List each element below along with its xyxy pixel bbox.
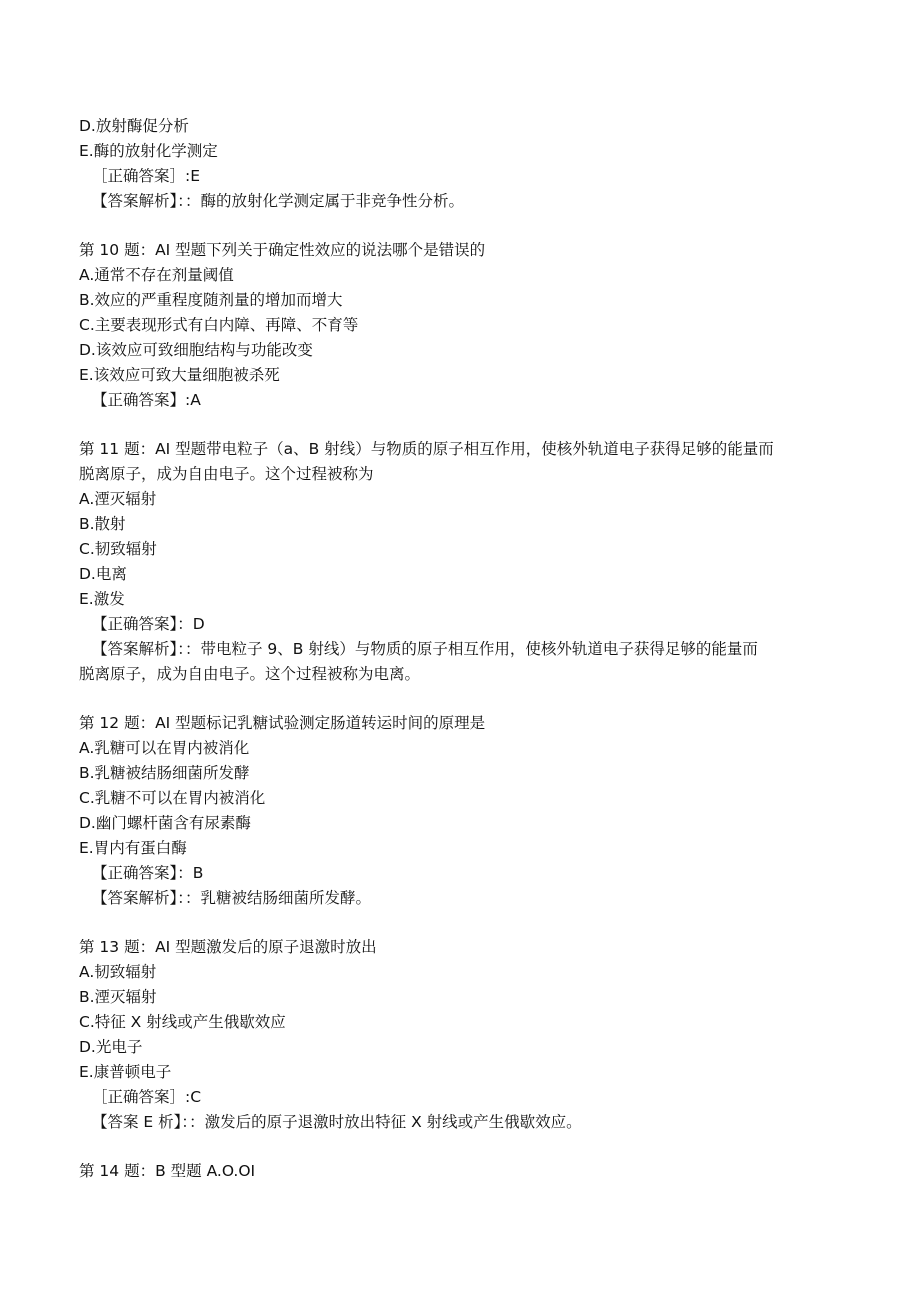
question-10-option-e: E.该效应可致大量细胞被杀死 [79, 366, 280, 384]
question-14-stem: 第 14 题：B 型题 A.O.OI [79, 1162, 256, 1180]
question-12-stem: 第 12 题：AI 型题标记乳糖试验测定肠道转运时间的原理是 [79, 714, 486, 732]
question-13-analysis: 【答案 E 析】：：激发后的原子退激时放出特征 X 射线或产生俄歇效应。 [92, 1113, 582, 1131]
answer-analysis: 【答案解析】：：酶的放射化学测定属于非竞争性分析。 [92, 192, 465, 210]
question-12-option-a: A.乳糖可以在胃内被消化 [79, 739, 250, 757]
question-13-stem: 第 13 题：AI 型题激发后的原子退激时放出 [79, 938, 377, 956]
question-11-answer: 【正确答案】：D [92, 615, 205, 633]
question-12-option-d: D.幽门螺杆菌含有尿素酶 [79, 814, 251, 832]
question-10-stem: 第 10 题：AI 型题下列关于确定性效应的说法哪个是错误的 [79, 241, 486, 259]
question-11-option-b: B.散射 [79, 515, 126, 533]
question-13-option-e: E.康普顿电子 [79, 1063, 172, 1081]
question-12-answer: 【正确答案】：B [92, 864, 204, 882]
question-11-option-e: E.激发 [79, 590, 125, 608]
question-11-analysis: 【答案解析】：：带电粒子 9、B 射线）与物质的原子相互作用，使核外轨道电子获得足够的能量而 [92, 640, 758, 658]
question-13-answer: ［正确答案］:C [92, 1088, 202, 1106]
option-e: E.酶的放射化学测定 [79, 142, 218, 160]
question-10-option-b: B.效应的严重程度随剂量的增加而增大 [79, 291, 343, 309]
question-12-option-e: E.胃内有蛋白酶 [79, 839, 187, 857]
question-12-option-b: B.乳糖被结肠细菌所发酵 [79, 764, 250, 782]
question-13-option-b: B.湮灭辐射 [79, 988, 157, 1006]
question-13-option-a: A.韧致辐射 [79, 963, 157, 981]
correct-answer: ［正确答案］:E [92, 167, 201, 185]
question-11-stem: 第 11 题：AI 型题带电粒子（a、B 射线）与物质的原子相互作用，使核外轨道电子获得足够的能量而 [79, 440, 774, 458]
question-11-option-a: A.湮灭辐射 [79, 490, 157, 508]
question-11-analysis-continued: 脱离原子，成为自由电子。这个过程被称为电离。 [79, 665, 421, 683]
question-13-option-c: C.特征 X 射线或产生俄歇效应 [79, 1013, 286, 1031]
question-13-option-d: D.光电子 [79, 1038, 143, 1056]
question-10-option-d: D.该效应可致细胞结构与功能改变 [79, 341, 313, 359]
question-11-stem-continued: 脱离原子，成为自由电子。这个过程被称为 [79, 465, 374, 483]
question-11-option-c: C.韧致辐射 [79, 540, 157, 558]
question-12-analysis: 【答案解析】：：乳糖被结肠细菌所发酵。 [92, 889, 372, 907]
question-11-option-d: D.电离 [79, 565, 127, 583]
question-10-answer: 【正确答案】:A [92, 391, 201, 409]
question-10-option-c: C.主要表现形式有白内障、再障、不育等 [79, 316, 359, 334]
question-12-option-c: C.乳糖不可以在胃内被消化 [79, 789, 266, 807]
option-d: D.放射酶促分析 [79, 117, 189, 135]
question-10-option-a: A.通常不存在剂量阈值 [79, 266, 234, 284]
